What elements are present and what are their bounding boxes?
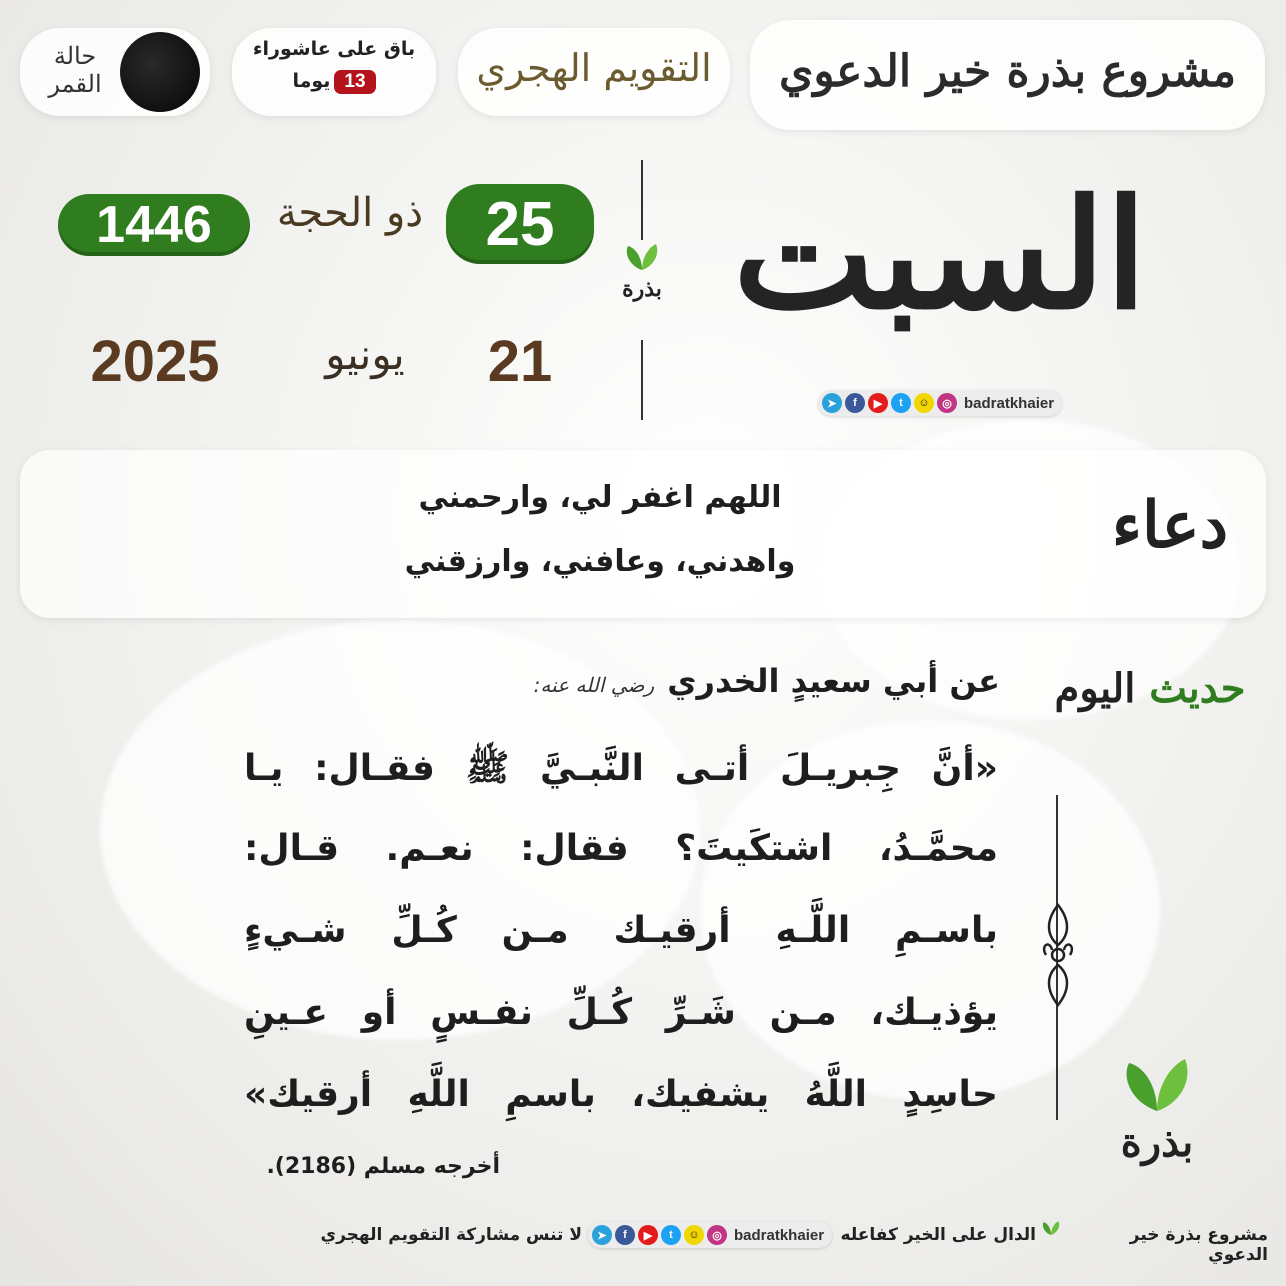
ashura-text: باق على عاشوراء [252,38,416,60]
hadith-narrator-honorific: رضي الله عنه: [533,673,655,697]
hadith-label-part1: حديث [1149,665,1246,712]
ashura-days-row [232,70,436,94]
ashura-countdown [232,28,436,116]
facebook-icon[interactable]: f [845,393,865,413]
day-name: السبت [733,167,1147,343]
youtube-icon[interactable]: ▶ [638,1225,658,1245]
hadith-source: أخرجه مسلم (2186). [266,1154,500,1179]
hadith-label [1050,665,1250,712]
greg-year: 2025 [90,329,220,394]
project-title: مشروع بذرة خير الدعوي [778,46,1237,97]
dua-panel [20,450,1266,618]
footer-logo-icon [1040,1220,1062,1246]
social-handle[interactable]: badratkhaier [964,394,1055,412]
dua-label: دعاء [1111,488,1229,563]
instagram-icon[interactable]: ◎ [937,393,957,413]
hadith-narrator: عن أبي سعيدٍ الخدري [667,662,1000,700]
footer-share-note: لا تنس مشاركة التقويم الهجري [320,1225,582,1245]
hijri-year: 1446 [58,194,250,256]
calendar-title-pill [458,28,730,116]
hijri-day: 25 [446,184,594,264]
ashura-unit: يوما [292,70,331,92]
footer-social-bar [588,1222,832,1248]
logo-large [1112,1055,1202,1205]
snapchat-icon[interactable]: ☺ [684,1225,704,1245]
twitter-icon[interactable]: t [661,1225,681,1245]
footer-social-handle[interactable]: badratkhaier [734,1226,825,1244]
moon-icon [120,32,200,112]
ashura-days: 13 [334,70,375,94]
logo-small [612,242,672,338]
hadith-line: «أنَّ جِبريـلَ أتـى النَّبـيَّ ﷺ فقـال: يـا [244,748,998,789]
hadith-text [244,746,998,1156]
greg-month: يونيو [325,330,405,379]
calendar-title: التقويم الهجري [476,46,712,90]
ornament-icon [1042,900,1074,1010]
leaf-icon [1117,1055,1197,1115]
youtube-icon[interactable]: ▶ [868,393,888,413]
snapchat-icon[interactable]: ☺ [914,393,934,413]
vertical-divider [641,160,643,240]
leaf-icon [622,242,662,272]
moon-status-pill [20,28,210,116]
hadith-line: حاسِدٍ اللَّهُ يشفيك، باسمِ اللَّهِ أرقيك» [244,1074,998,1115]
instagram-icon[interactable]: ◎ [707,1225,727,1245]
hadith-narrator-row [500,662,1000,700]
hijri-month: ذو الحجة [276,190,424,236]
facebook-icon[interactable]: f [615,1225,635,1245]
hadith-line: باسـمِ اللَّـهِ أرقيـك مـن كُـلِّ شـيءٍ [244,910,998,951]
greg-day: 21 [487,329,553,394]
dua-line-2: واهدني، وعافني، وارزقني [404,544,796,579]
twitter-icon[interactable]: t [891,393,911,413]
moon-label: حالة القمر [48,42,102,98]
project-title-pill [750,20,1265,130]
vertical-divider [641,340,643,420]
logo-text: بذرة [1120,1119,1194,1166]
telegram-icon[interactable]: ➤ [822,393,842,413]
social-bar [818,390,1062,416]
dua-line-1: اللهم اغفر لي، وارحمني [418,480,782,515]
footer-project: مشروع بذرة خير الدعوي [1129,1225,1268,1265]
telegram-icon[interactable]: ➤ [592,1225,612,1245]
logo-text: بذرة [622,276,662,302]
hadith-label-part2: اليوم [1054,665,1136,712]
footer-motto: الدال على الخير كفاعله [840,1225,1036,1245]
hadith-line: يؤذيـك، مـن شَـرِّ كُـلِّ نفـسٍ أو عـينِ [244,992,998,1033]
hadith-line: محمَّـدُ، اشتكَيتَ؟ فقال: نعـم. قـال: [244,828,998,869]
